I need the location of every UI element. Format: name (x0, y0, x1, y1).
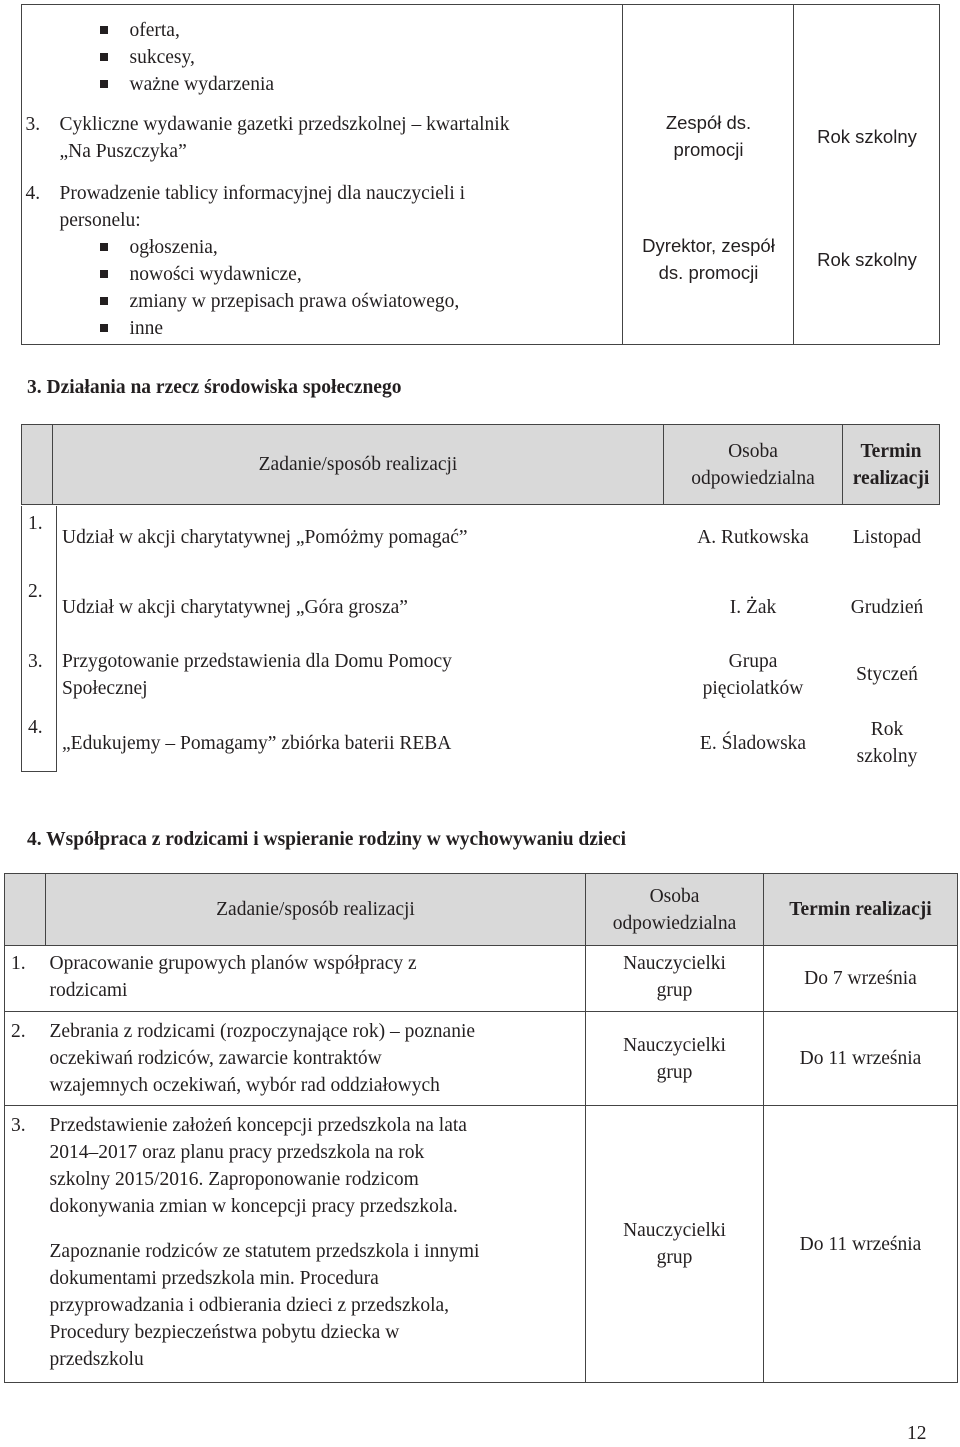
task: „Edukujemy – Pomagamy” zbiórka baterii REBA (62, 733, 452, 754)
header-number-cell (5, 874, 46, 946)
square-bullet-icon (100, 80, 108, 88)
header-task: Zadanie/sposób realizacji (53, 425, 664, 505)
row-number: 2. (11, 1021, 26, 1042)
term: Rok szkolny (817, 126, 917, 147)
section-title: 4. Współpraca z rodzicami i wspieranie rodziny w wychowywaniu dzieci (27, 829, 627, 850)
list-item: 4. Prowadzenie tablicy informacyjnej dla nauczycieli i (25, 182, 466, 204)
header-person: Osoba odpowiedzialna (586, 874, 764, 946)
square-bullet-icon (100, 297, 108, 305)
row-number: 4. (28, 717, 43, 738)
row-number: 1. (11, 953, 26, 974)
responsible-person: Nauczycielki grup (586, 1012, 764, 1106)
task: Opracowanie grupowych planów współpracy z rodzicami (49, 953, 417, 1001)
row-number: 2. (28, 581, 43, 602)
term: Listopad (852, 527, 922, 548)
term: Rok szkolny (817, 249, 917, 270)
responsible-person: Nauczycielki grup (586, 1106, 764, 1383)
responsible-person: ds. promocji (658, 262, 759, 283)
section3-rows (21, 506, 939, 771)
task: Udział w akcji charytatywnej „Góra grosza” (62, 597, 408, 618)
responsible-person: E. Śladowska (699, 733, 807, 754)
row-number: 3. (11, 1115, 26, 1136)
square-bullet-icon (100, 243, 108, 251)
term: Do 11 września (764, 1106, 958, 1383)
bullet-item: nowości wydawnicze, (100, 261, 626, 288)
list-item: 3. Cykliczne wydawanie gazetki przedszkolnej – kwartalnik (25, 113, 510, 135)
task: Zebrania z rodzicami (rozpoczynające rok) – poznanie oczekiwań rodziców, zawarcie kontraktów wzajemnych oczekiwań, wybór rad oddziałowych (49, 1021, 476, 1096)
task-cell (22, 5, 623, 345)
header-task: Zadanie/sposób realizacji (46, 874, 586, 946)
task: Przedstawienie założeń koncepcji przedszkola na lata 2014–2017 oraz planu pracy przedszkola na rok szkolny 2015/2016. Zaproponowanie rodzicom dokonywania zmian w koncepcji pracy przedszkola. Zapoznanie rodziców ze statutem przedszkola i innymi dokumentami przedszkola min. Procedura przyprowadzania i odbierania dzieci z przedszkola, Procedury bezpieczeństwa pobytu dziecka w przedszkolu (49, 1115, 480, 1370)
page-number: 12 (907, 1423, 927, 1444)
table-row (5, 1012, 958, 1106)
responsible-person: promocji (673, 139, 744, 160)
responsible-person: Zespół ds. (665, 112, 752, 133)
table-parents (4, 873, 958, 1383)
bullet-item: oferta, (100, 17, 275, 44)
section-title: 3. Działania na rzecz środowiska społecznego (27, 377, 402, 398)
square-bullet-icon (100, 270, 108, 278)
responsible-person: I. Żak (729, 597, 777, 618)
term: Rok szkolny (856, 719, 918, 767)
row-number: 3. (28, 651, 43, 672)
square-bullet-icon (100, 324, 108, 332)
bullet-item: sukcesy, (100, 44, 275, 71)
term: Do 7 września (764, 946, 958, 1012)
list-item-continued: „Na Puszczyka” (59, 140, 187, 162)
responsible-person: A. Rutkowska (697, 527, 809, 548)
table-row (5, 1106, 958, 1383)
header-term: Termin realizacji (843, 425, 940, 505)
square-bullet-icon (100, 53, 108, 61)
list-item-continued: personelu: (59, 209, 141, 231)
bullet-item: ważne wydarzenia (100, 71, 275, 98)
table-row (5, 946, 958, 1012)
square-bullet-icon (100, 26, 108, 34)
responsible-person: Dyrektor, zespół (642, 235, 775, 256)
table-community (21, 424, 940, 505)
person-cell (623, 5, 794, 345)
task: Przygotowanie przedstawienia dla Domu Pomocy Społecznej (62, 651, 452, 699)
header-term: Termin realizacji (764, 874, 958, 946)
bullet-item: zmiany w przepisach prawa oświatowego, (100, 288, 626, 315)
term: Grudzień (850, 597, 924, 618)
table-promotion (21, 4, 940, 345)
term-cell (794, 5, 940, 345)
bullet-item: inne (100, 315, 626, 342)
term: Do 11 września (764, 1012, 958, 1106)
responsible-person: Grupa pięciolatków (702, 651, 804, 699)
bullet-item: ogłoszenia, (100, 234, 626, 261)
term: Styczeń (856, 664, 918, 685)
header-person: Osoba odpowiedzialna (664, 425, 843, 505)
header-number-cell (22, 425, 53, 505)
row-number: 1. (28, 513, 43, 534)
task: Udział w akcji charytatywnej „Pomóżmy pomagać” (62, 527, 468, 548)
responsible-person: Nauczycielki grup (623, 953, 726, 1001)
